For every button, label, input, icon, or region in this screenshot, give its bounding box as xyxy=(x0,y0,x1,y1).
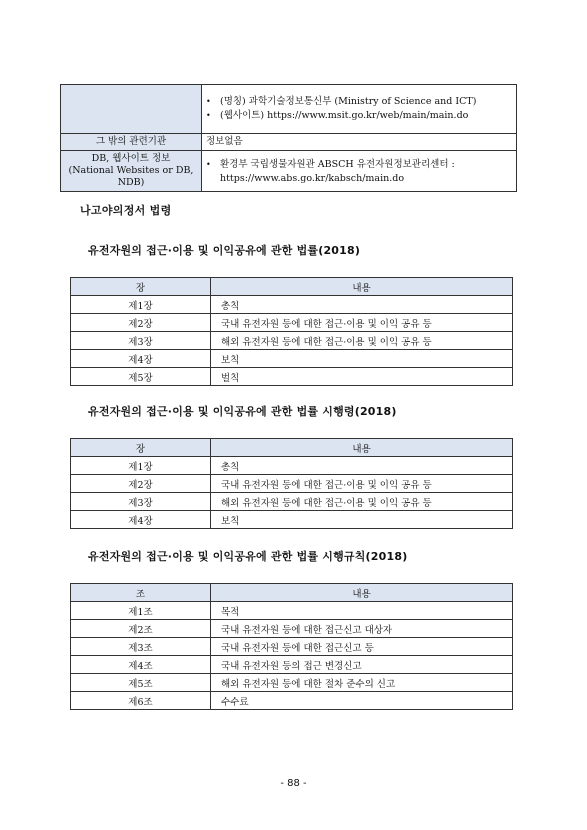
list-item xyxy=(206,96,512,108)
law-title-rule: 유전자원의 접근·이용 및 이익공유에 관한 법률 시행규칙(2018) xyxy=(88,550,408,563)
section-heading: 나고야의정서 법령 xyxy=(80,204,172,217)
content-cell: 해외 유전자원 등에 대한 절차 준수의 신고 xyxy=(211,674,513,692)
content-cell: 해외 유전자원 등에 대한 접근·이용 및 이익 공유 등 xyxy=(211,493,513,511)
table-row xyxy=(61,85,517,134)
law-table-act xyxy=(70,277,513,386)
content-cell: 수수료 xyxy=(211,692,513,710)
table-header-row xyxy=(71,439,513,457)
row-label-empty xyxy=(61,85,202,134)
column-header-content: 내용 xyxy=(211,584,513,602)
content-cell: 총칙 xyxy=(211,296,513,314)
chapter-cell: 제5장 xyxy=(71,368,211,386)
column-header-content: 내용 xyxy=(211,439,513,457)
table-row xyxy=(71,656,513,674)
table-row xyxy=(71,332,513,350)
list-item xyxy=(206,110,512,122)
bullet-icon: • xyxy=(206,111,211,120)
chapter-cell: 제4장 xyxy=(71,511,211,529)
content-cell: 해외 유전자원 등에 대한 접근·이용 및 이익 공유 등 xyxy=(211,332,513,350)
related-agency-label: 그 밖의 관련기관 xyxy=(61,134,202,151)
ministry-name: (명칭) 과학기술정보통신부 (Ministry of Science and ICT) xyxy=(220,96,477,108)
table-row xyxy=(71,620,513,638)
table-row xyxy=(71,350,513,368)
db-website-value xyxy=(202,150,517,191)
table-row xyxy=(71,475,513,493)
law-title-decree: 유전자원의 접근·이용 및 이익공유에 관한 법률 시행령(2018) xyxy=(88,405,397,418)
ministry-info-cell xyxy=(202,85,517,134)
table-row xyxy=(71,493,513,511)
article-cell: 제5조 xyxy=(71,674,211,692)
column-header-content: 내용 xyxy=(211,278,513,296)
content-cell: 국내 유전자원 등에 대한 접근·이용 및 이익 공유 등 xyxy=(211,314,513,332)
table-row xyxy=(71,296,513,314)
chapter-cell: 제2장 xyxy=(71,475,211,493)
table-row xyxy=(71,638,513,656)
chapter-cell: 제4장 xyxy=(71,350,211,368)
law-table-rule xyxy=(70,583,513,710)
content-cell: 국내 유전자원 등에 대한 접근신고 등 xyxy=(211,638,513,656)
table-row xyxy=(71,368,513,386)
chapter-cell: 제3장 xyxy=(71,332,211,350)
content-cell: 국내 유전자원 등의 접근 변경신고 xyxy=(211,656,513,674)
absch-center-url: https://www.abs.go.kr/kabsch/main.do xyxy=(220,172,405,184)
chapter-cell: 제1장 xyxy=(71,296,211,314)
chapter-cell: 제2장 xyxy=(71,314,211,332)
table-row xyxy=(71,457,513,475)
article-cell: 제2조 xyxy=(71,620,211,638)
db-website-label-line2: (National Websites or DB, NDB) xyxy=(68,164,194,188)
law-title-act: 유전자원의 접근·이용 및 이익공유에 관한 법률(2018) xyxy=(88,244,361,257)
content-cell: 보칙 xyxy=(211,350,513,368)
content-cell: 벌칙 xyxy=(211,368,513,386)
table-row xyxy=(71,674,513,692)
content-cell: 총칙 xyxy=(211,457,513,475)
article-cell: 제4조 xyxy=(71,656,211,674)
bullet-icon: • xyxy=(206,97,211,107)
article-cell: 제6조 xyxy=(71,692,211,710)
table-row xyxy=(61,150,517,191)
table-header-row xyxy=(71,278,513,296)
list-item xyxy=(206,159,512,171)
agency-info-table xyxy=(60,84,517,192)
content-cell: 국내 유전자원 등에 대한 접근·이용 및 이익 공유 등 xyxy=(211,475,513,493)
related-agency-value: 정보없음 xyxy=(202,134,517,151)
table-row xyxy=(61,134,517,151)
article-cell: 제3조 xyxy=(71,638,211,656)
bullet-icon: • xyxy=(206,159,211,169)
chapter-cell: 제3장 xyxy=(71,493,211,511)
content-cell: 보칙 xyxy=(211,511,513,529)
law-table-decree xyxy=(70,438,513,529)
content-cell: 국내 유전자원 등에 대한 접근신고 대상자 xyxy=(211,620,513,638)
table-row xyxy=(71,692,513,710)
table-row xyxy=(71,314,513,332)
article-cell: 제1조 xyxy=(71,602,211,620)
table-header-row xyxy=(71,584,513,602)
chapter-cell: 제1장 xyxy=(71,457,211,475)
db-website-label xyxy=(61,150,202,191)
column-header-chapter: 장 xyxy=(71,439,211,457)
page-number: - 88 - xyxy=(280,778,307,789)
ministry-website: (웹사이트) https://www.msit.go.kr/web/main/main.do xyxy=(220,110,469,121)
table-row xyxy=(71,511,513,529)
db-website-label-line1: DB, 웹사이트 정보 xyxy=(91,152,171,164)
column-header-article: 조 xyxy=(71,584,211,602)
absch-center-name: 환경부 국립생물자원관 ABSCH 유전자원정보관리센터 : xyxy=(220,158,455,170)
table-row xyxy=(71,602,513,620)
column-header-chapter: 장 xyxy=(71,278,211,296)
content-cell: 목적 xyxy=(211,602,513,620)
